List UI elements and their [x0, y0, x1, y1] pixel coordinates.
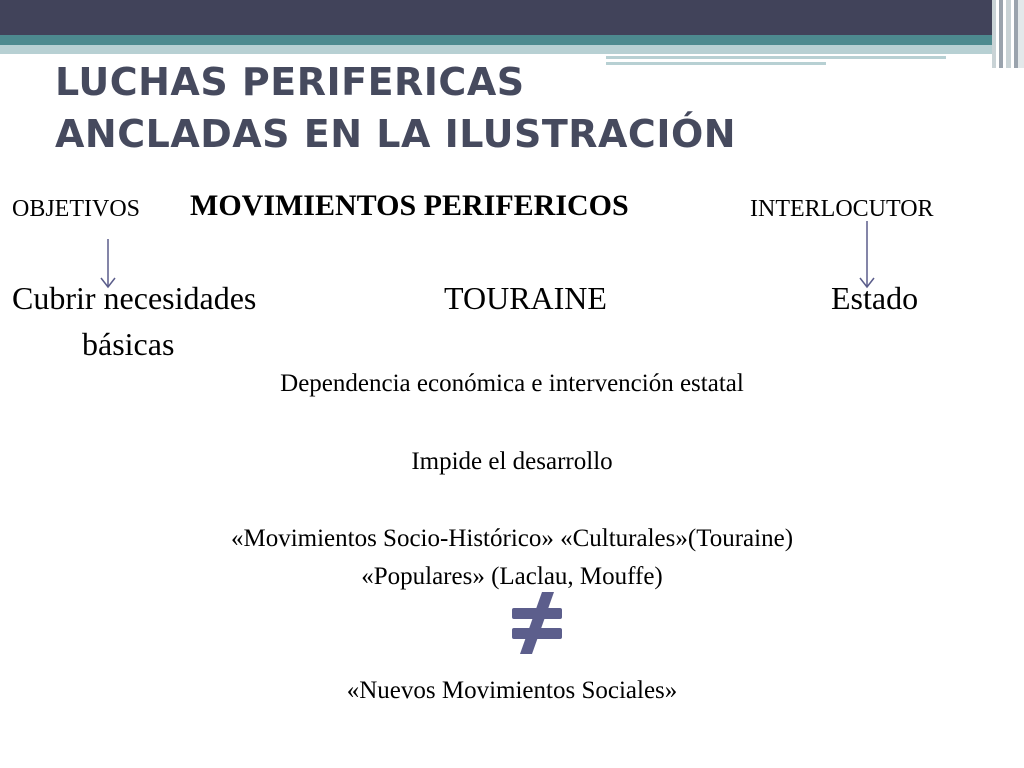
label-objetivos: OBJETIVOS	[12, 196, 141, 222]
text-cubrir-necesidades: Cubrir necesidades	[12, 280, 257, 316]
slide-title-line1: LUCHAS PERIFERICAS	[55, 60, 525, 104]
not-equal-icon	[506, 590, 566, 656]
slide-title	[55, 56, 736, 160]
text-basicas: básicas	[82, 326, 175, 362]
label-interlocutor: INTERLOCUTOR	[750, 196, 934, 222]
header-band-light	[0, 45, 1000, 54]
header-band-dark	[0, 0, 1024, 35]
text-estado: Estado	[831, 280, 919, 316]
slide-title-line2: ANCLADAS EN LA ILUSTRACIÓN	[55, 112, 737, 156]
label-movimientos-perifericos: MOVIMIENTOS PERIFERICOS	[190, 189, 629, 222]
text-dependencia: Dependencia económica e intervención estatal	[280, 370, 744, 397]
text-impide: Impide el desarrollo	[411, 448, 613, 475]
text-populares: «Populares» (Laclau, Mouffe)	[361, 563, 663, 590]
text-movimientos-socio-historico: «Movimientos Socio-Histórico» «Culturales»(Touraine)	[230, 525, 794, 552]
text-touraine: TOURAINE	[444, 280, 607, 316]
text-nuevos-movimientos-sociales: «Nuevos Movimientos Sociales»	[346, 677, 678, 704]
header-band-teal	[0, 35, 1000, 45]
header-corner-stripes	[992, 0, 1024, 68]
